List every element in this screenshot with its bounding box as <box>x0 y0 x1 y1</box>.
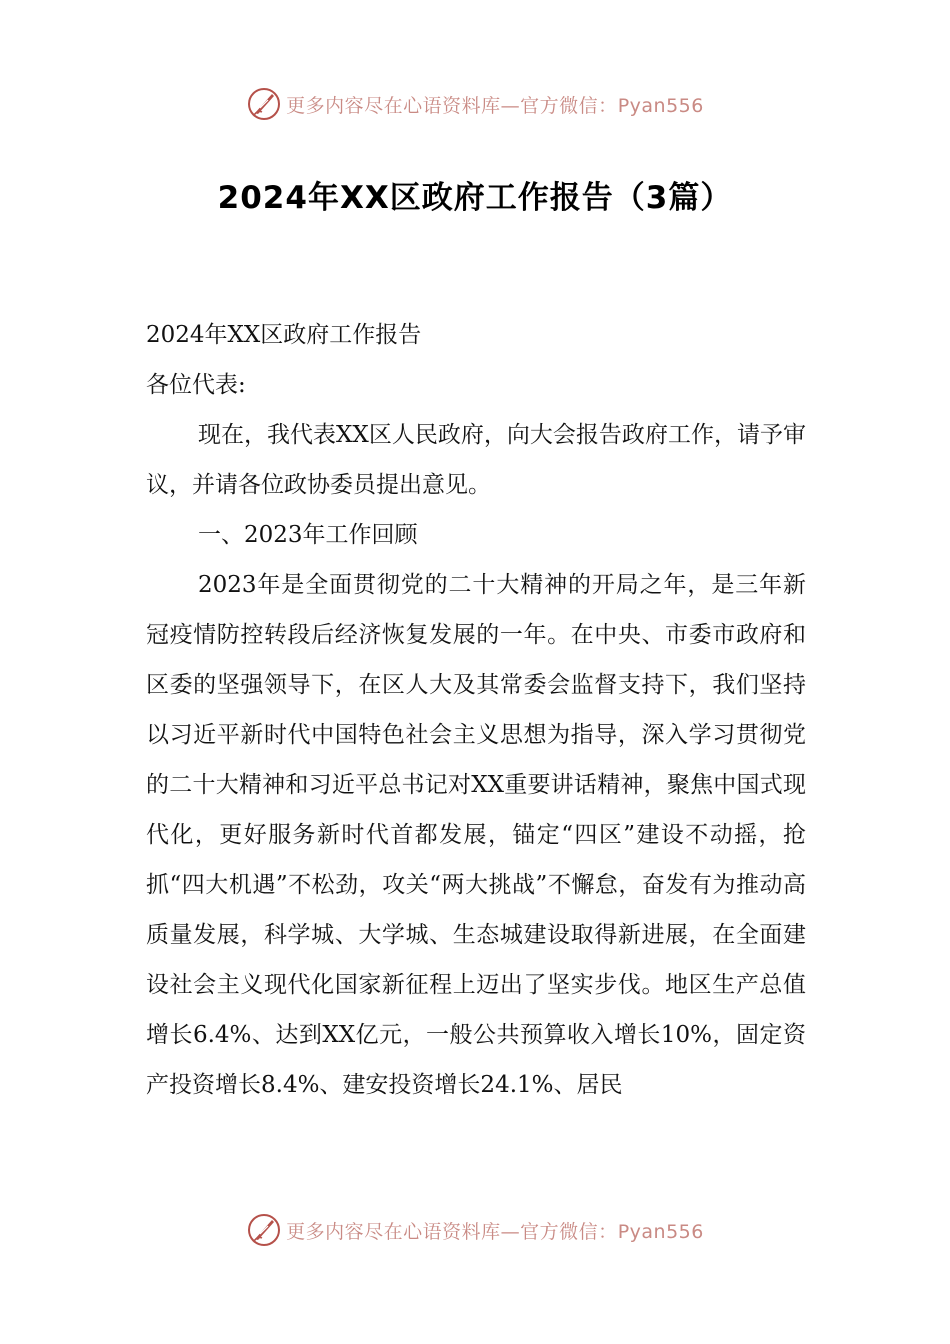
document-subtitle: 2024年XX区政府工作报告 <box>146 322 422 348</box>
watermark-main-text: 更多内容尽在心语资料库 <box>286 1220 501 1243</box>
watermark-wechat-label: 官方微信： <box>520 1220 618 1243</box>
quill-logo-icon <box>246 1212 282 1248</box>
document-title: 2024年XX区政府工作报告（3篇） <box>217 180 733 216</box>
watermark-wechat-label: 官方微信： <box>520 94 618 117</box>
watermark-separator: — <box>500 1220 521 1243</box>
paragraph: 2023年是全面贯彻党的二十大精神的开局之年，是三年新冠疫情防控转段后经济恢复发展的一年。在中央、市委市政府和区委的坚强领导下，在区人大及其常委会监督支持下，我们坚持以习近平新时代中国特色社会主义思想为指导，深入学习贯彻党的二十大精神和习近平总书记对XX重要讲话精神，聚焦中国式现代化，更好服务新时代首都发展，锚定“四区”建设不动摇，抢抓“四大机遇”不松劲，攻关“两大挑战”不懈怠，奋发有为推动高质量发展，科学城、大学城、生态城建设取得新进展，在全面建设社会主义现代化国家新征程上迈出了坚实步伐。地区生产总值增长6.4%、达到XX亿元，一般公共预算收入增长10%，固定资产投资增长8.4%、建安投资增长24.1%、居民 <box>146 572 806 1098</box>
section-heading: 一、2023年工作回顾 <box>198 522 418 548</box>
watermark-main-text: 更多内容尽在心语资料库 <box>286 94 501 117</box>
footer-watermark <box>0 1210 950 1250</box>
watermark-text <box>286 1217 704 1244</box>
salutation: 各位代表: <box>146 372 246 398</box>
header-watermark <box>0 84 950 124</box>
watermark-wechat-id: Pyan556 <box>617 94 704 117</box>
paragraph: 现在，我代表XX区人民政府，向大会报告政府工作，请予审议，并请各位政协委员提出意见。 <box>146 422 806 498</box>
watermark-text <box>286 91 704 118</box>
watermark-separator: — <box>500 94 521 117</box>
document-body <box>146 310 806 1110</box>
watermark-wechat-id: Pyan556 <box>617 1220 704 1243</box>
quill-logo-icon <box>246 86 282 122</box>
